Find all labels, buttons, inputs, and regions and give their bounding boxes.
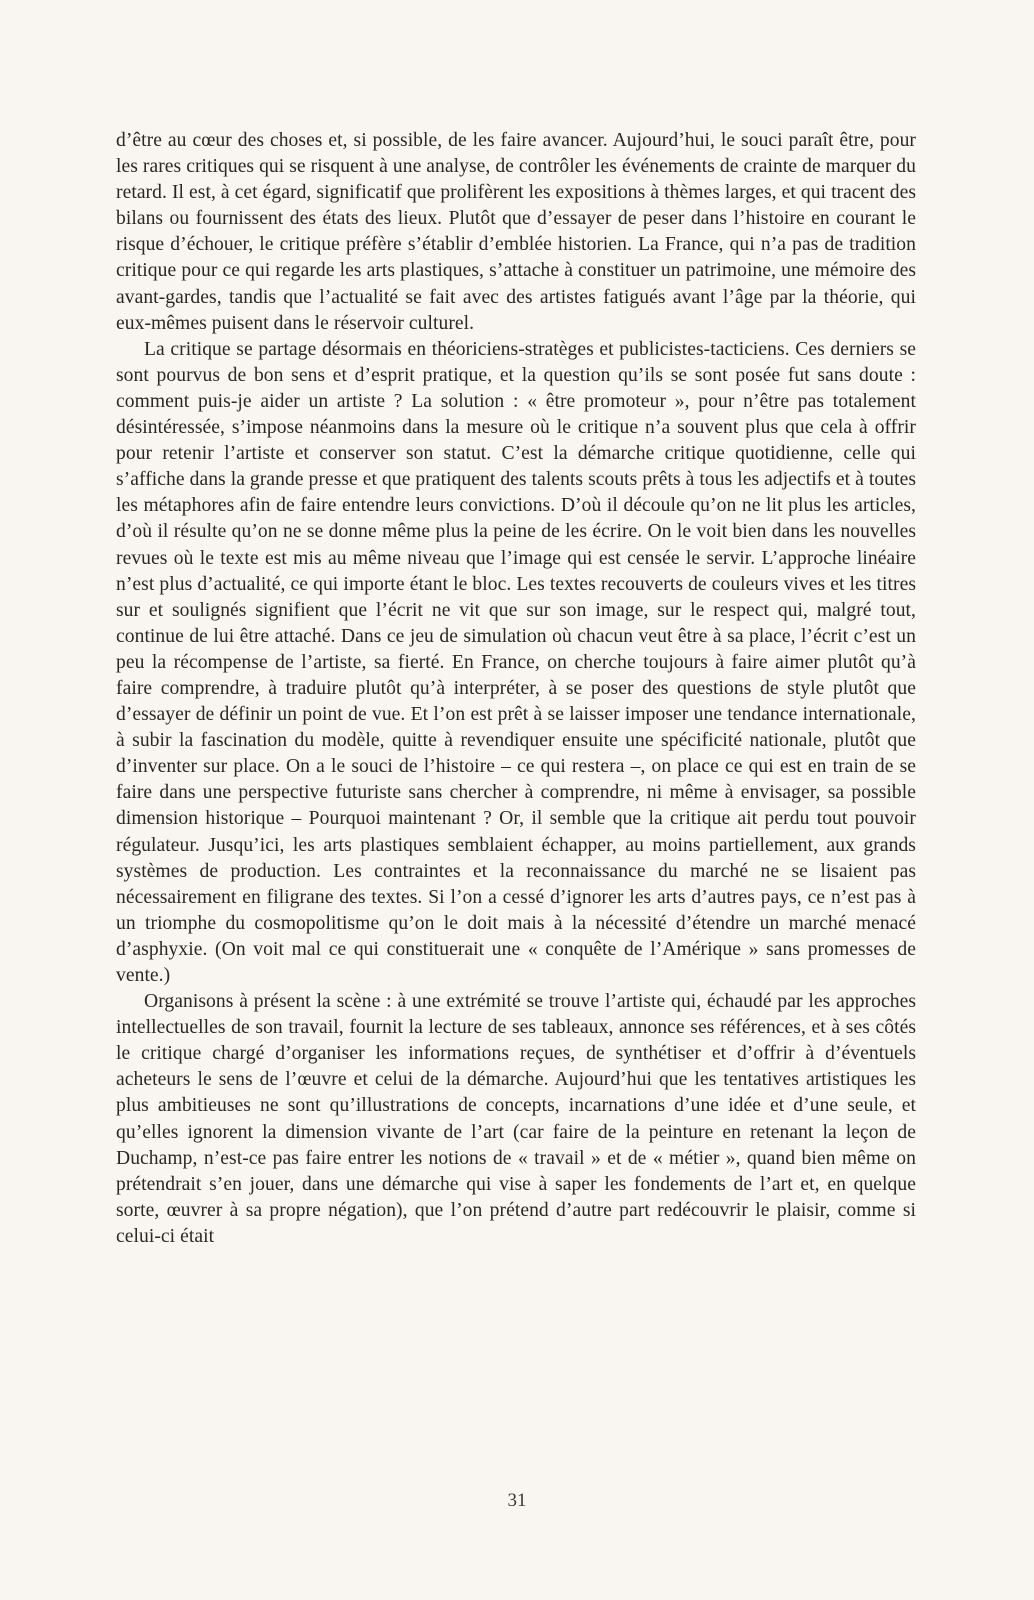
paragraph-3: Organisons à présent la scène : à une extrémité se trouve l’artiste qui, échaudé par les approches intellectuelles de son travail, fournit la lecture de ses tableaux, annonce ses références, et à ses côtés le critique chargé d’organiser les informations reçues, de synthétiser et d’offrir à d’éventuels acheteurs le sens de l’œuvre et celui de la démarche. Aujourd’hui que les tentatives artistiques les plus ambitieuses ne sont qu’illustrations de concepts, incarnations d’une idée et d’une seule, et qu’elles ignorent la dimension vivante de l’art (car faire de la peinture en retenant la leçon de Duchamp, n’est-ce pas faire entrer les notions de « travail » et de « métier », quand bien même on prétendrait s’en jouer, dans une démarche qui vise à saper les fondements de l’art et, en quelque sorte, œuvrer à sa propre négation), que l’on prétend d’autre part redécouvrir le plaisir, comme si celui-ci était [116,991,916,1247]
paragraph-1: d’être au cœur des choses et, si possible, de les faire avancer. Aujourd’hui, le souci paraît être, pour les rares critiques qui se risquent à une analyse, de contrôler les événements de crainte de marquer du retard. Il est, à cet égard, significatif que prolifèrent les expositions à thèmes larges, et qui tracent des bilans ou fournissent des états des lieux. Plutôt que d’essayer de peser dans l’histoire en courant le risque d’échouer, le critique préfère s’établir d’emblée historien. La France, qui n’a pas de tradition critique pour ce qui regarde les arts plastiques, s’attache à constituer un patrimoine, une mémoire des avant-gardes, tandis que l’actualité se fait avec des artistes fatigués avant l’âge par la théorie, qui eux-mêmes puisent dans le réservoir culturel. [116,130,916,334]
page-number: 31 [507,1490,527,1511]
body-text [116,128,916,1250]
paragraph-2: La critique se partage désormais en théoriciens-stratèges et publicistes-tacticiens. Ces derniers se sont pourvus de bon sens et d’esprit pratique, et la question qu’ils se sont posée fut sans doute : comment puis-je aider un artiste ? La solution : « être promoteur », pour n’être pas totalement désintéressée, s’impose néanmoins dans la mesure où le critique n’a souvent plus que cela à offrir pour retenir l’artiste et conserver son statut. C’est la démarche critique quotidienne, celle qui s’affiche dans la grande presse et que pratiquent des talents scouts prêts à tous les adjectifs et à toutes les métaphores afin de faire entendre leurs convictions. D’où il découle qu’on ne lit plus les articles, d’où il résulte qu’on ne se donne même plus la peine de les écrire. On le voit bien dans les nouvelles revues où le texte est mis au même niveau que l’image qui est censée le servir. L’approche linéaire n’est plus d’actualité, ce qui importe étant le bloc. Les textes recouverts de couleurs vives et les titres sur et soulignés signifient que l’écrit ne vit que sur son image, sur le respect qui, malgré tout, continue de lui être attaché. Dans ce jeu de simulation où chacun veut être à sa place, l’écrit c’est un peu la récompense de l’artiste, sa fierté. En France, on cherche toujours à faire aimer plutôt qu’à faire comprendre, à traduire plutôt qu’à interpréter, à se poser des questions de style plutôt que d’essayer de définir un point de vue. Et l’on est prêt à se laisser imposer une tendance internationale, à subir la fascination du modèle, quitte à revendiquer ensuite une spécificité nationale, plutôt que d’inventer sur place. On a le souci de l’histoire – ce qui restera –, on place ce qui est en train de se faire dans une perspective futuriste sans chercher à comprendre, ni même à envisager, sa possible dimension historique – Pourquoi maintenant ? Or, il semble que la critique ait perdu tout pouvoir régulateur. Jusqu’ici, les arts plastiques semblaient échapper, au moins partiellement, aux grands systèmes de production. Les contraintes et la reconnaissance du marché ne se lisaient pas nécessairement en filigrane des textes. Si l’on a cessé d’ignorer les arts d’autres pays, ce n’est pas à un triomphe du cosmopolitisme qu’on le doit mais à la nécessité d’étendre un marché menacé d’asphyxie. (On voit mal ce qui constituerait une « conquête de l’Amérique » sans promesses de vente.) [116,338,916,986]
